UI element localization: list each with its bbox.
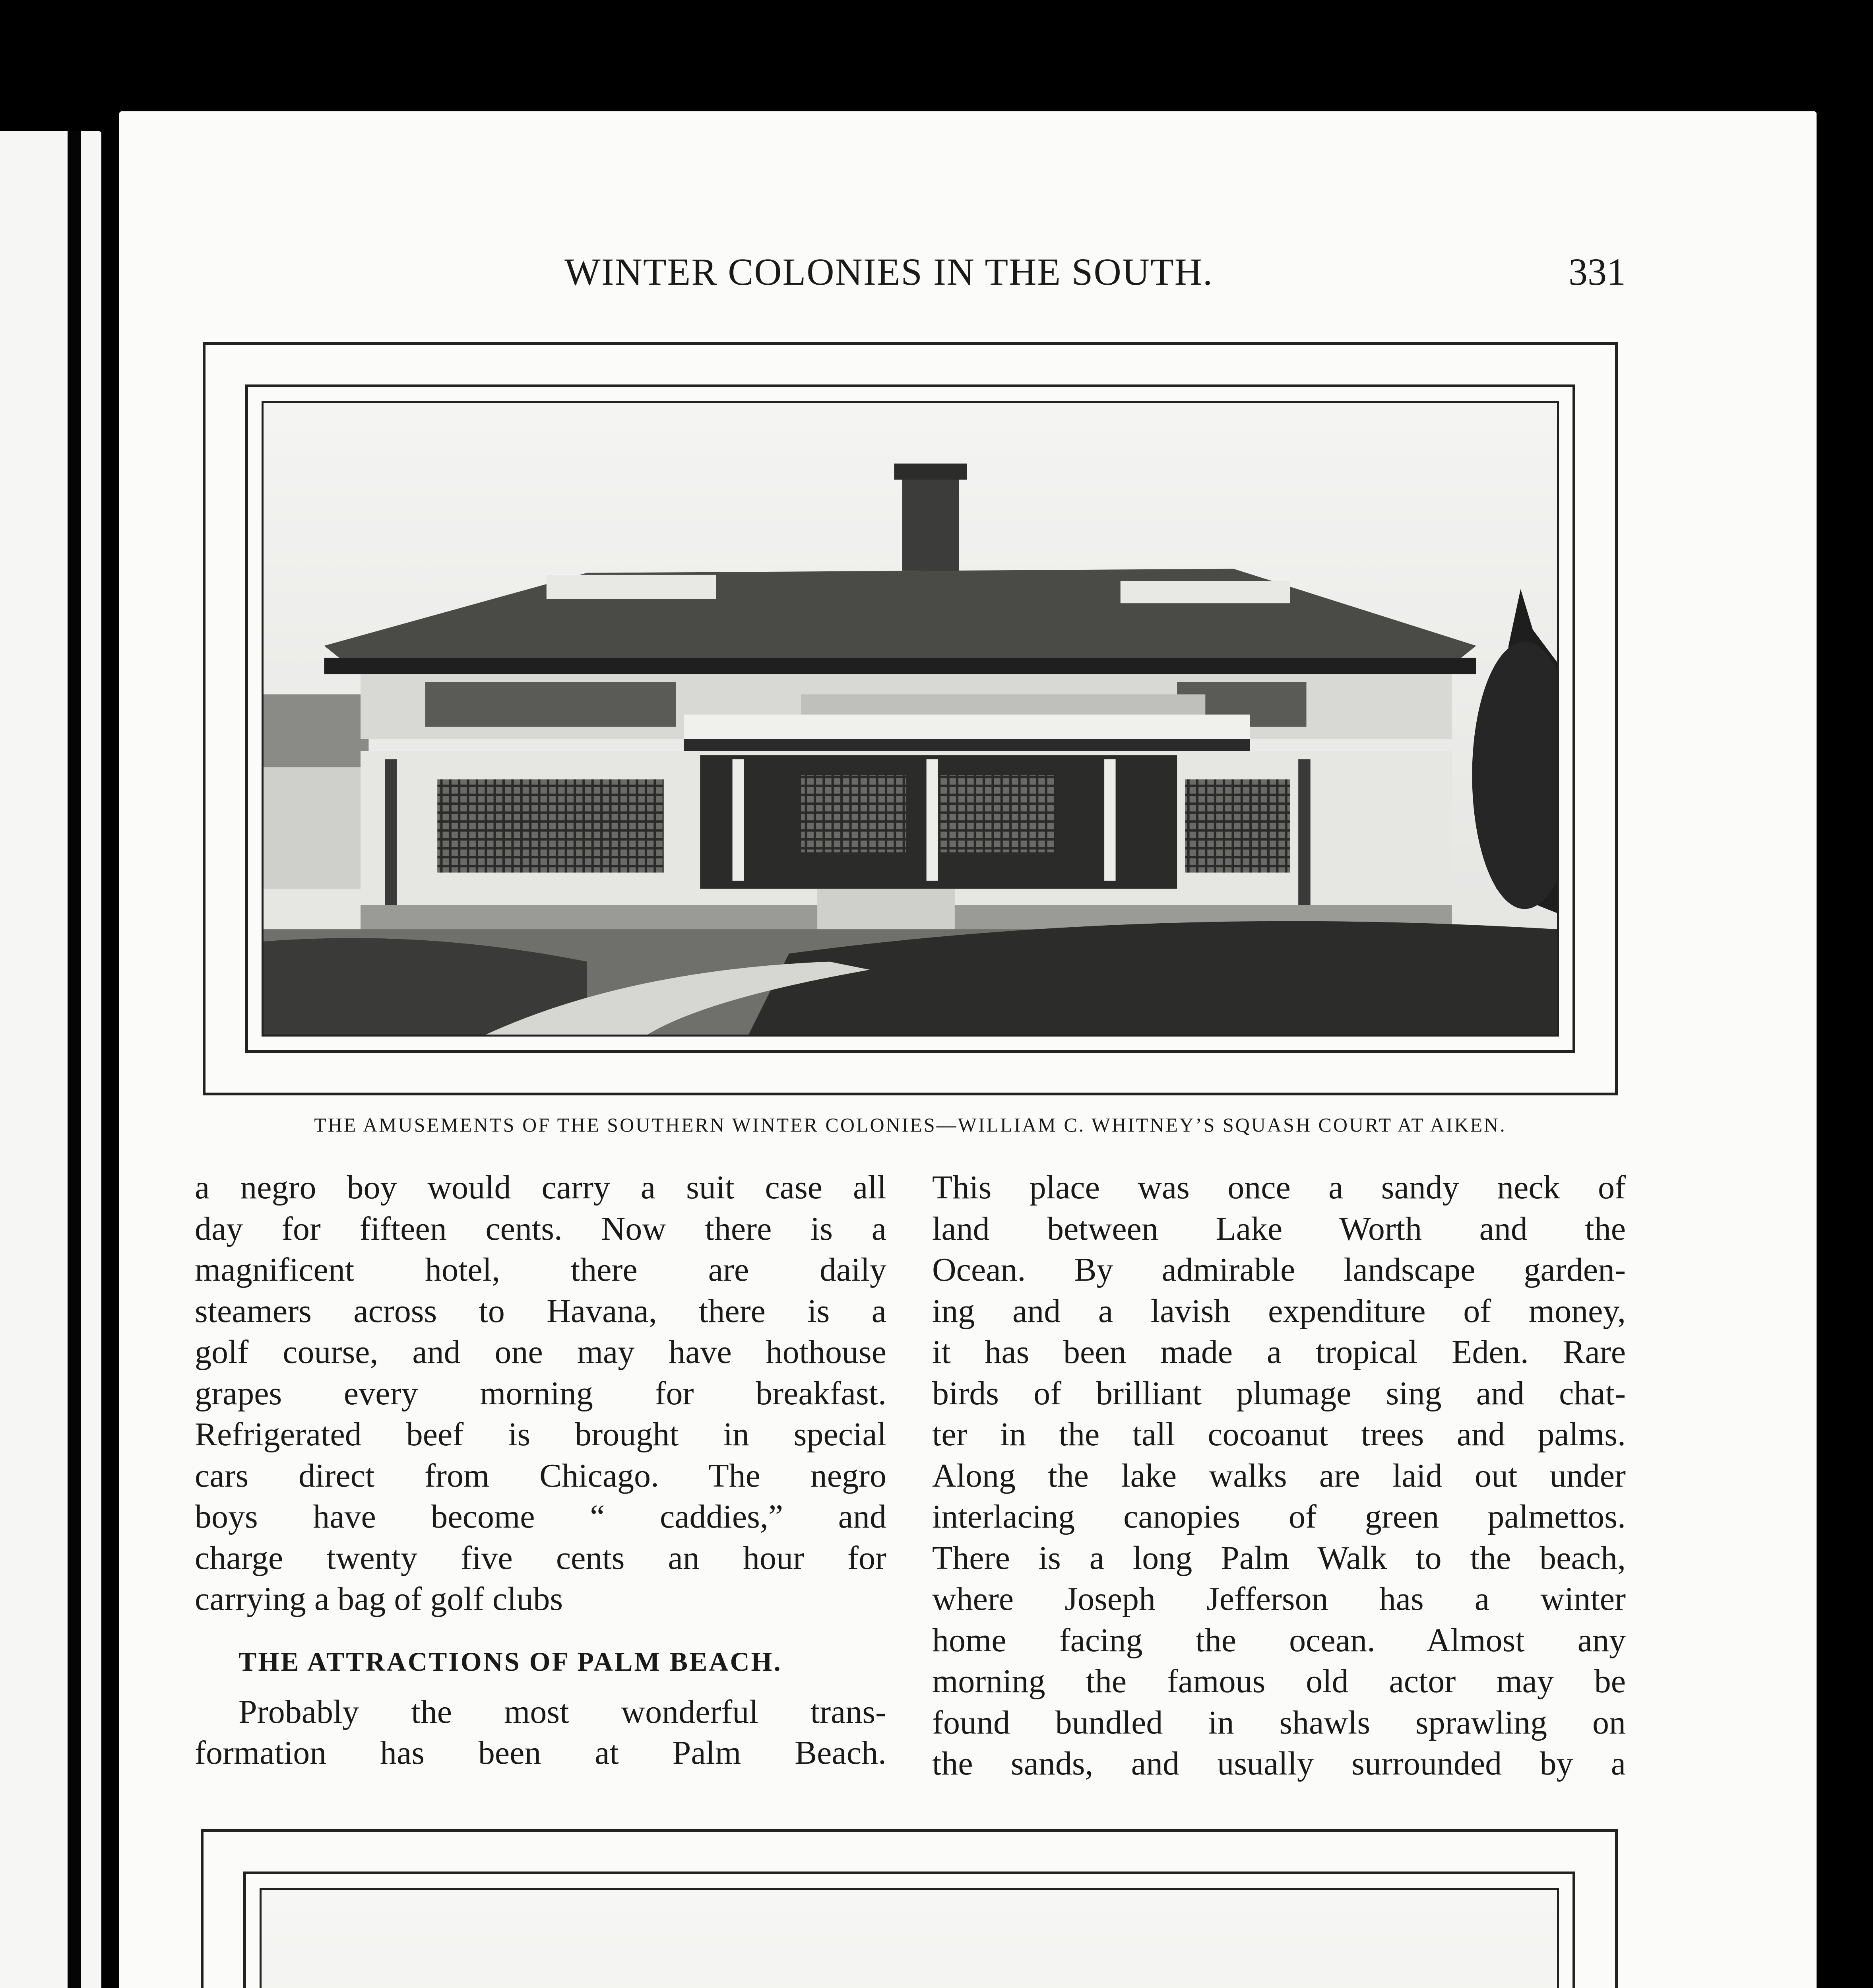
left-line: a negro boy would carry a suit case all — [195, 1169, 886, 1206]
left-line: magnificent hotel, there are daily — [195, 1251, 886, 1288]
left-line: day for fifteen cents. Now there is a — [195, 1210, 886, 1247]
right-line: interlacing canopies of green palmettos. — [932, 1498, 1626, 1535]
figure-bottom-frame — [201, 1829, 1618, 1988]
figure-top-frame — [203, 342, 1618, 1095]
left-line: Probably the most wonderful trans- — [238, 1693, 886, 1730]
left-line: cars direct from Chicago. The negro — [195, 1457, 886, 1494]
section-heading: THE ATTRACTIONS OF PALM BEACH. — [238, 1646, 782, 1677]
right-line: it has been made a tropical Eden. Rare — [932, 1334, 1626, 1371]
left-column — [195, 1167, 886, 1774]
left-line: grapes every morning for breakfast. — [195, 1375, 886, 1412]
right-line: ing and a lavish expenditure of money, — [932, 1292, 1626, 1330]
right-line: ter in the tall cocoanut trees and palms. — [932, 1416, 1626, 1453]
right-line: the sands, and usually surrounded by a — [932, 1745, 1626, 1782]
right-line: There is a long Palm Walk to the beach, — [932, 1539, 1626, 1576]
right-line: where Joseph Jefferson has a winter — [932, 1580, 1626, 1617]
left-line: boys have become “ caddies,” and — [195, 1498, 886, 1535]
right-column — [932, 1167, 1626, 1784]
left-line: Refrigerated beef is brought in special — [195, 1416, 886, 1453]
squash-court-photo — [264, 403, 1557, 1035]
left-line: steamers across to Havana, there is a — [195, 1292, 886, 1330]
right-line: land between Lake Worth and the — [932, 1210, 1626, 1247]
figure-bottom-rule — [243, 1872, 1575, 1988]
figure-top-caption: THE AMUSEMENTS OF THE SOUTHERN WINTER COLONIES—WILLIAM C. WHITNEY’S SQUASH COURT AT AIKEN. — [314, 1114, 1507, 1136]
figure-bottom-photo — [260, 1888, 1559, 1988]
right-line: Along the lake walks are laid out under — [932, 1457, 1626, 1494]
right-line: found bundled in shawls sprawling on — [932, 1704, 1626, 1741]
figure-top-rule — [245, 384, 1575, 1053]
left-line: carrying a bag of golf clubs — [195, 1580, 563, 1617]
left-line: formation has been at Palm Beach. — [195, 1734, 886, 1771]
left-line: golf course, and one may have hothouse — [195, 1334, 886, 1371]
running-head-title: WINTER COLONIES IN THE SOUTH. — [564, 250, 1214, 293]
cottage-photo — [262, 1890, 1557, 1988]
right-line: home facing the ocean. Almost any — [932, 1621, 1626, 1659]
right-line: morning the famous old actor may be — [932, 1663, 1626, 1700]
facing-page-edge — [0, 131, 101, 1988]
figure-top-photo — [262, 401, 1559, 1037]
page-number: 331 — [1569, 250, 1626, 293]
book-gutter — [68, 131, 81, 1988]
right-line: Ocean. By admirable landscape garden- — [932, 1251, 1626, 1288]
right-line: birds of brilliant plumage sing and chat- — [932, 1375, 1626, 1412]
right-line: This place was once a sandy neck of — [932, 1169, 1626, 1206]
left-line: charge twenty five cents an hour for — [195, 1539, 886, 1576]
